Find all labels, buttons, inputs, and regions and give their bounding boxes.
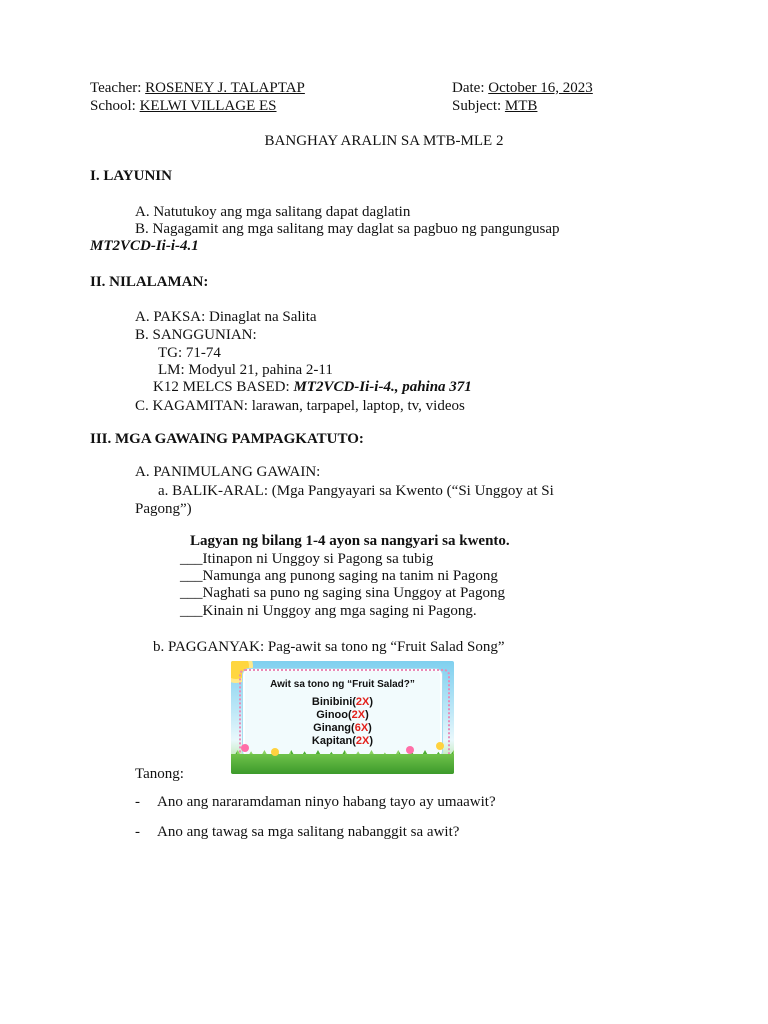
song-line: Ginang(6X) (313, 722, 372, 734)
date-label: Date: (452, 80, 485, 96)
activity-instruction: Lagyan ng bilang 1-4 ayon sa nangyari sa kwento. (190, 533, 510, 549)
tanong-label: Tanong: (135, 766, 184, 782)
list-item: ___Kinain ni Unggoy ang mga saging ni Pagong. (180, 603, 477, 619)
kagamitan: C. KAGAMITAN: larawan, tarpapel, laptop, tv, videos (135, 398, 465, 414)
school-label: School: (90, 98, 136, 114)
song-line: Ginoo(2X) (316, 709, 369, 721)
list-item: ___Namunga ang punong saging na tanim ni Pagong (180, 568, 498, 584)
question-2: Ano ang tawag sa mga salitang nabanggit sa awit? (157, 824, 460, 840)
paksa: A. PAKSA: Dinaglat na Salita (135, 309, 317, 325)
section-2-heading: II. NILALAMAN: (90, 274, 209, 290)
k12-code: MT2VCD-Ii-i-4., pahina 371 (293, 379, 472, 395)
lm-reference: LM: Modyul 21, pahina 2-11 (158, 362, 333, 378)
question-dash: - (135, 824, 140, 840)
list-item: ___Itinapon ni Unggoy si Pagong sa tubig (180, 551, 434, 567)
balik-aral-line-2: Pagong”) (135, 501, 192, 517)
k12-prefix: K12 MELCS BASED: (153, 379, 294, 395)
sanggunian: B. SANGGUNIAN: (135, 327, 257, 343)
question-1: Ano ang nararamdaman ninyo habang tayo ay umaawit? (157, 794, 496, 810)
song-line: Kapitan(2X) (311, 735, 374, 747)
question-dash: - (135, 794, 140, 810)
song-heading: Awit sa tono ng “Fruit Salad?” (270, 679, 415, 690)
pagganyak: b. PAGGANYAK: Pag-awit sa tono ng “Fruit Salad Song” (153, 639, 505, 655)
tg-reference: TG: 71-74 (158, 345, 221, 361)
objective-b: B. Nagagamit ang mga salitang may daglat sa pagbuo ng pangungusap (135, 221, 560, 237)
song-line: Binibini(2X) (311, 696, 374, 708)
teacher-name: ROSENEY J. TALAPTAP (145, 80, 305, 96)
date-value: October 16, 2023 (488, 80, 593, 96)
date-line (452, 79, 593, 97)
school-name: KELWI VILLAGE ES (139, 98, 277, 114)
document-title: BANGHAY ARALIN SA MTB-MLE 2 (264, 133, 504, 149)
subject-value: MTB (504, 98, 538, 114)
grass (231, 754, 454, 774)
school-line (90, 97, 277, 115)
subject-line (452, 97, 537, 115)
teacher-label: Teacher: (90, 80, 142, 96)
teacher-line (90, 79, 305, 97)
flower-icon (271, 748, 279, 756)
section-3-heading: III. MGA GAWAING PAMPAGKATUTO: (90, 431, 364, 447)
list-item: ___Naghati sa puno ng saging sina Unggoy at Pagong (180, 585, 505, 601)
section-1-heading: I. LAYUNIN (90, 168, 172, 184)
fruit-salad-song-image (231, 661, 454, 774)
panimulang-gawain: A. PANIMULANG GAWAIN: (135, 464, 321, 480)
competency-code: MT2VCD-Ii-i-4.1 (90, 238, 199, 254)
balik-aral-line-1: a. BALIK-ARAL: (Mga Pangyayari sa Kwento (“Si Unggoy at Si (158, 483, 554, 499)
objective-a: A. Natutukoy ang mga salitang dapat daglatin (135, 204, 411, 220)
k12-reference (153, 378, 472, 396)
subject-label: Subject: (452, 98, 502, 114)
